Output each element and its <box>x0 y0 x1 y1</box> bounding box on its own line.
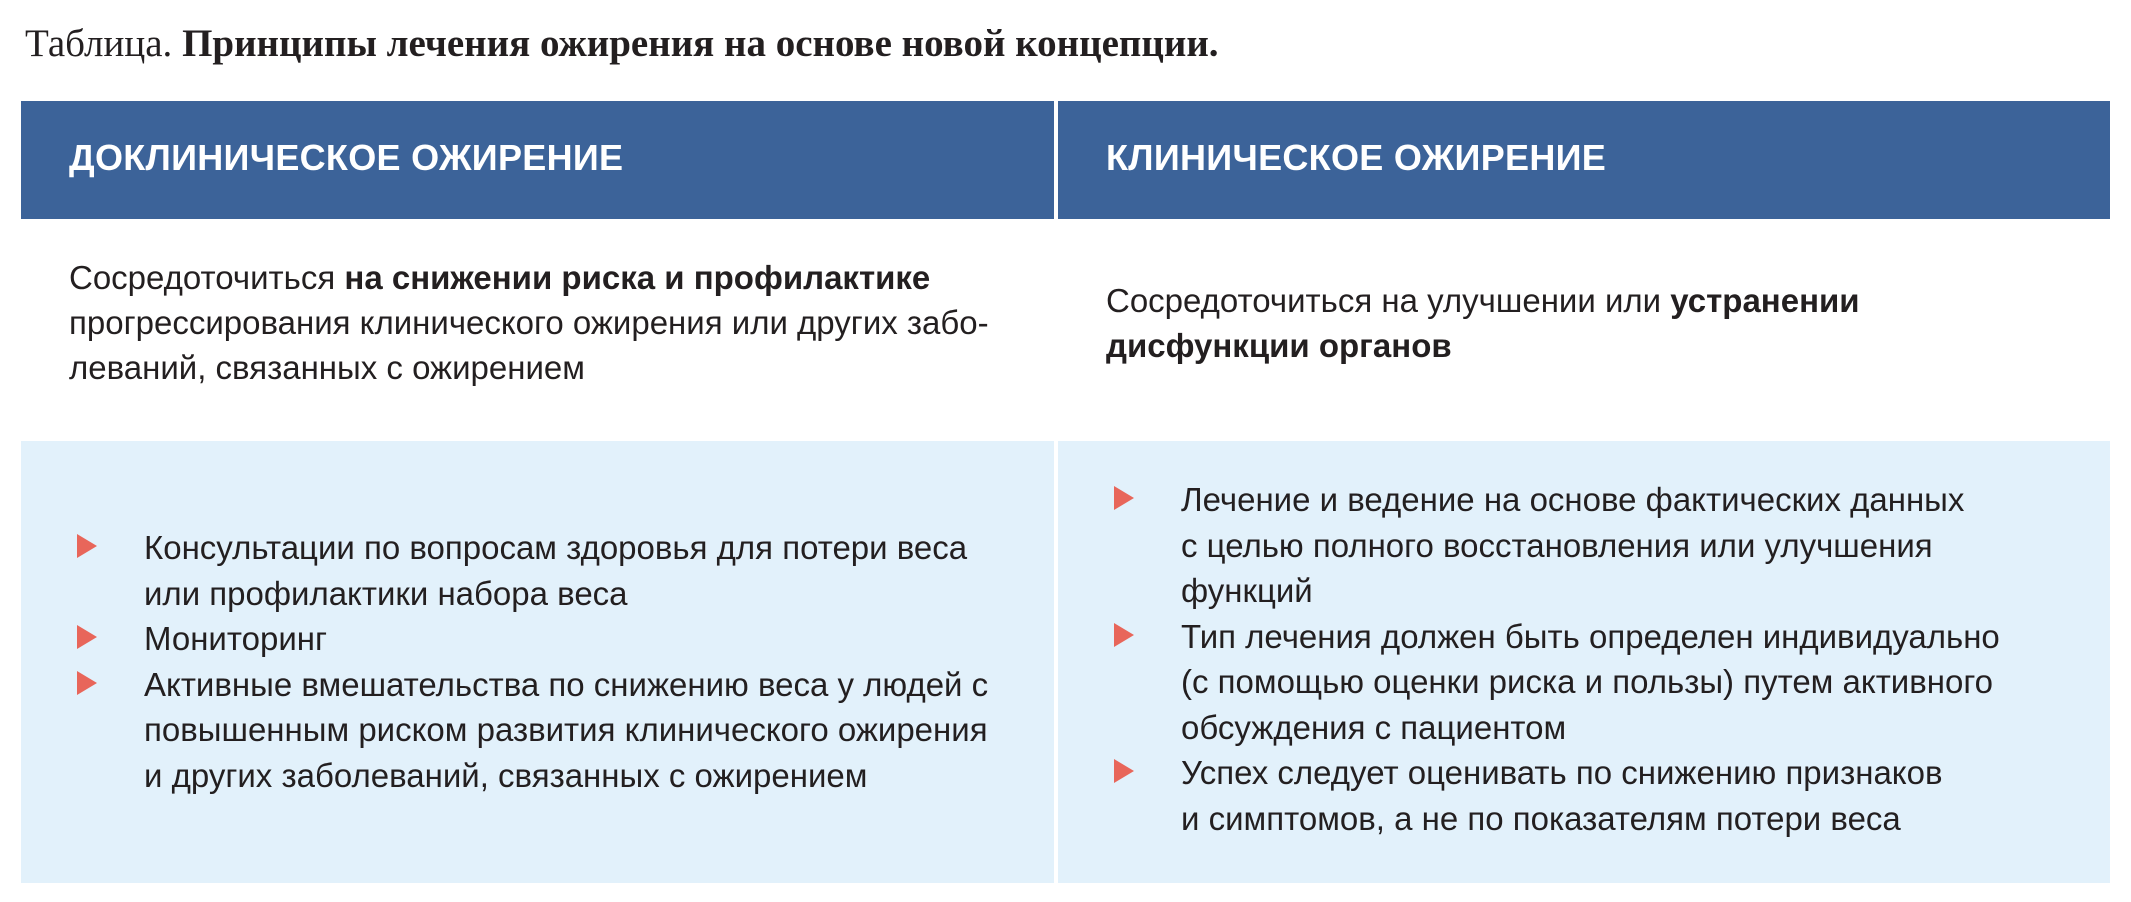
column-header-label: ДОКЛИНИЧЕСКОЕ ОЖИРЕНИЕ <box>69 137 624 178</box>
list-item-line: или профилактики набора веса <box>144 574 628 612</box>
list-item <box>1058 750 2110 841</box>
focus-text-lead: Сосредоточиться на улучшении или <box>1106 282 1671 319</box>
list-item <box>21 662 1054 799</box>
focus-text-lead: Сосредоточиться <box>69 259 345 296</box>
table-title-prefix: Таблица. <box>25 22 173 65</box>
column-header-preclinical <box>21 101 1054 219</box>
column-header-clinical <box>1058 101 2110 219</box>
list-item <box>21 616 1054 662</box>
list-item-line: Лечение и ведение на основе фактических данных <box>1181 481 1965 518</box>
actions-cell-preclinical <box>21 441 1054 883</box>
list-item <box>1058 614 2110 751</box>
focus-text-bold: дисфункции органов <box>1106 327 1452 364</box>
list-item-line: функций <box>1181 572 1313 609</box>
principles-table <box>21 101 2110 883</box>
actions-list <box>1058 477 2110 841</box>
list-item-line: с целью полного восстановления или улучшения <box>1181 526 1933 564</box>
triangle-right-icon <box>1114 486 1134 510</box>
focus-cell-clinical <box>1058 219 2110 441</box>
actions-cell-clinical <box>1058 441 2110 883</box>
column-preclinical <box>21 101 1054 883</box>
list-item-line: и других заболеваний, связанных с ожирением <box>144 756 868 794</box>
focus-cell-preclinical <box>21 219 1054 441</box>
focus-text-bold: на снижении риска и профилактике <box>344 259 931 296</box>
list-item-line: Успех следует оценивать по снижению признаков <box>1181 754 1943 791</box>
list-item-line: Активные вмешательства по снижению веса у людей с <box>144 665 989 703</box>
triangle-right-icon <box>1114 623 1134 647</box>
list-item-line: Мониторинг <box>144 620 328 657</box>
focus-text-line: прогрессирования клинического ожирения или других забо- <box>69 304 989 341</box>
actions-list <box>21 525 1054 798</box>
column-header-label: КЛИНИЧЕСКОЕ ОЖИРЕНИЕ <box>1106 137 1607 178</box>
focus-text-line: леваний, связанных с ожирением <box>69 349 585 386</box>
triangle-right-icon <box>77 671 97 695</box>
table-title <box>25 16 1219 72</box>
list-item-line: и симптомов, а не по показателям потери веса <box>1181 799 1901 837</box>
focus-text-bold: устранении <box>1670 282 1860 319</box>
focus-text <box>1106 278 1860 368</box>
triangle-right-icon <box>77 534 97 558</box>
list-item-line: повышенным риском развития клинического ожирения <box>144 711 988 748</box>
list-item <box>1058 477 2110 614</box>
list-item-line: (с помощью оценки риска и пользы) путем активного <box>1181 663 1994 700</box>
list-item-line: Тип лечения должен быть определен индивидуально <box>1181 617 2000 655</box>
list-item-line: Консультации по вопросам здоровья для потери веса <box>144 529 968 566</box>
focus-text <box>69 255 989 390</box>
table-title-text: Принципы лечения ожирения на основе новой концепции. <box>182 22 1219 65</box>
column-clinical <box>1058 101 2110 883</box>
triangle-right-icon <box>1114 759 1134 783</box>
list-item <box>21 525 1054 616</box>
list-item-line: обсуждения с пациентом <box>1181 708 1567 746</box>
triangle-right-icon <box>77 625 97 649</box>
